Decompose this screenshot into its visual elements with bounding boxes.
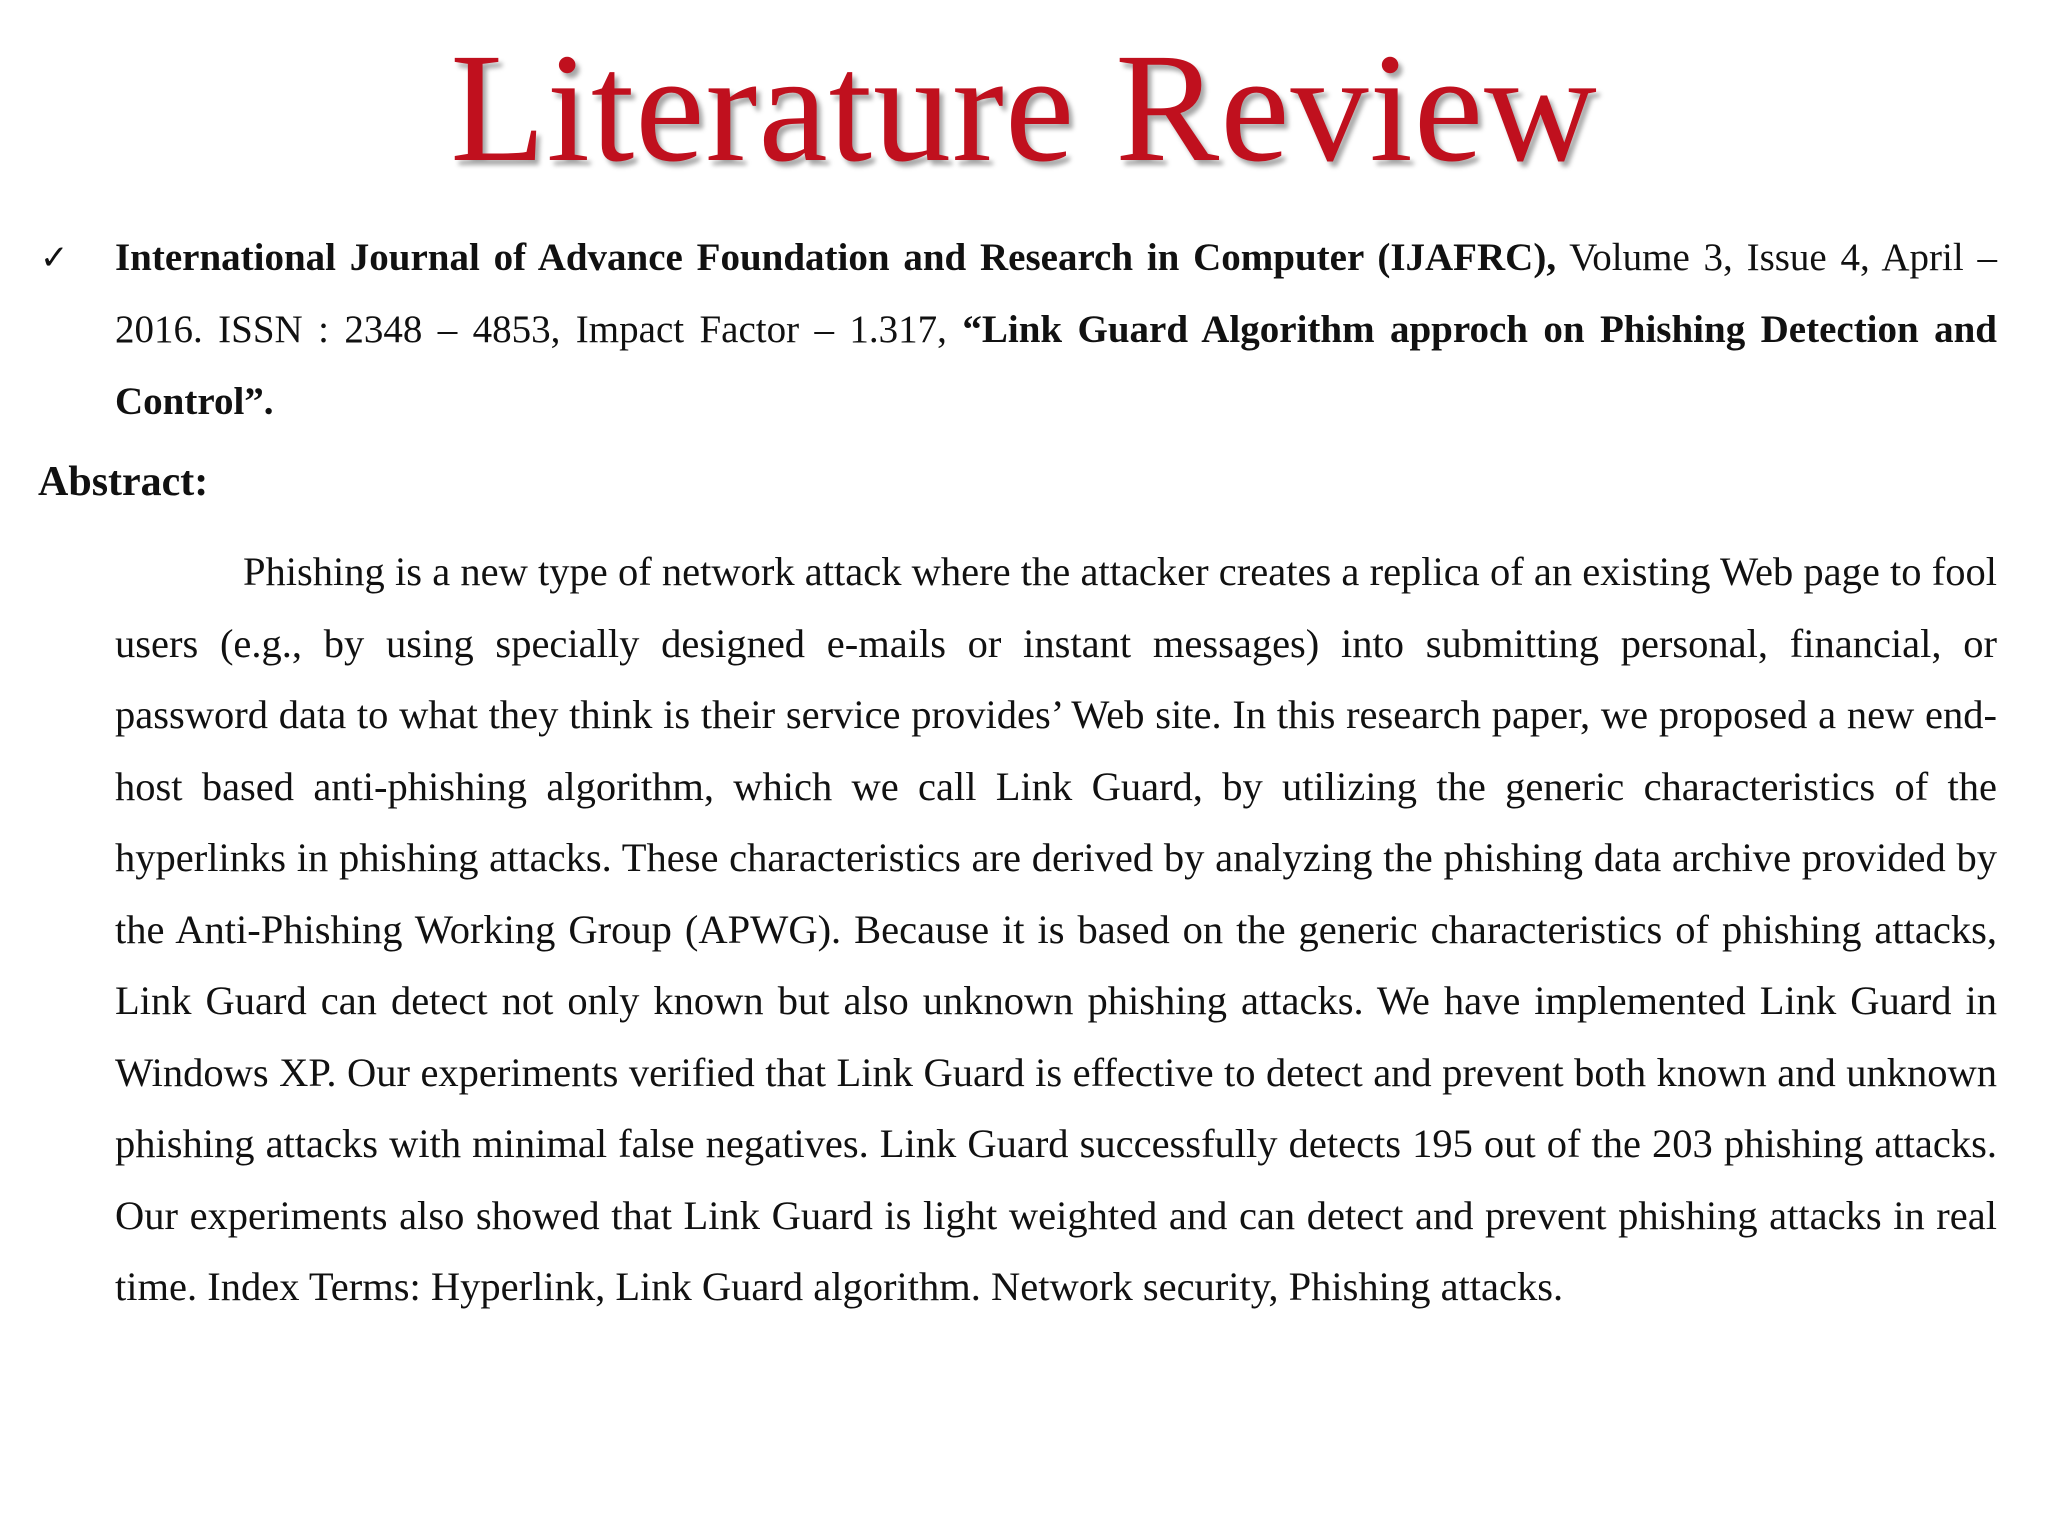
page-title: Literature Review [450,21,1598,194]
checkmark-icon: ✓ [40,238,69,278]
publication-details: Volume 3, Issue 4, April – 2016. ISSN : 2348 – 4853, Impact Factor – 1.317, [115,236,1997,351]
abstract-text: Phishing is a new type of network attack where the attacker creates a replica of an existing Web page to fool users (e.g., by using specially designed e-mails or instant messages) into submitting personal, financial, or password data to what they think is their service provides’ Web site. In this research paper, we proposed a new end-host based anti-phishing algorithm, which we call Link Guard, by utilizing the generic characteristics of the hyperlinks in phishing attacks. These characteristics are derived by analyzing the phishing data archive provided by the Anti-Phishing Working Group (APWG). Because it is based on the generic characteristics of phishing attacks, Link Guard can detect not only known but also unknown phishing attacks. We have implemented Link Guard in Windows XP. Our experiments verified that Link Guard is effective to detect and prevent both known and unknown phishing attacks with minimal false negatives. Link Guard successfully detects 195 out of the 203 phishing attacks. Our experiments also showed that Link Guard is light weighted and can detect and prevent phishing attacks in real time. Index Terms: Hyperlink, Link Guard algorithm. Network security, Phishing attacks. [115,549,1997,1309]
journal-name: International Journal of Advance Foundation and Research in Computer (IJAFRC), [115,236,1557,279]
abstract-heading: Abstract: [38,459,209,505]
citation-entry [115,222,1997,438]
paper-title: “Link Guard Algorithm approch on Phishing Detection and Control”. [115,308,1997,423]
